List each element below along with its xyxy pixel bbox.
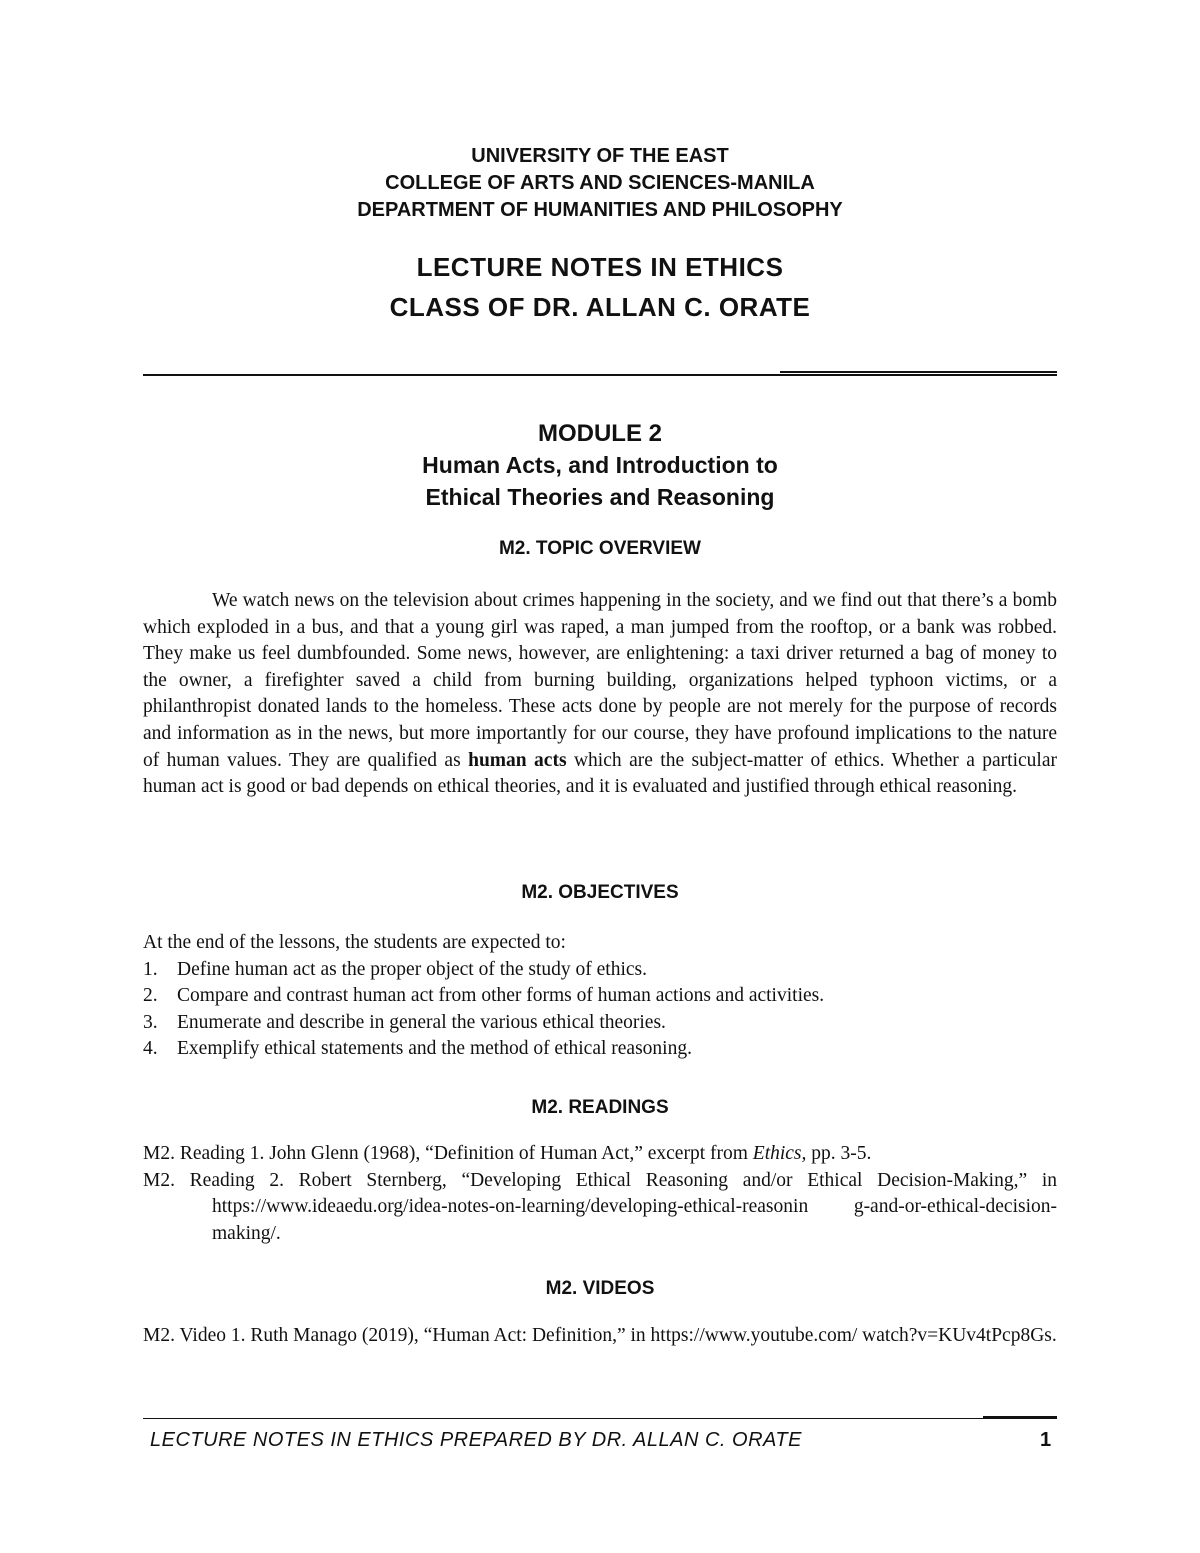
video-1: M2. Video 1. Ruth Manago (2019), “Human Act: Definition,” in https://www.youtube.com/ watch?v=KUv4tPcp8Gs. — [143, 1325, 1057, 1346]
objectives-list — [143, 957, 1057, 1063]
overview-heading: M2. TOPIC OVERVIEW — [498, 538, 701, 559]
objective-number: 1. — [143, 958, 158, 980]
reading-1-book-title: Ethics, — [752, 1143, 807, 1164]
module-title-line2: Ethical Theories and Reasoning — [425, 484, 775, 510]
footer-rule — [143, 1418, 1057, 1419]
header-university: UNIVERSITY OF THE EAST — [471, 145, 729, 167]
objective-item — [143, 983, 1057, 1010]
human-acts-term: human acts — [468, 749, 567, 771]
readings-section — [143, 1141, 1057, 1247]
reading-1-text: M2. Reading 1. John Glenn (1968), “Definition of Human Act,” excerpt from — [143, 1143, 753, 1164]
objective-number: 2. — [143, 985, 158, 1007]
objective-text: Compare and contrast human act from other forms of human actions and activities. — [177, 985, 825, 1007]
overview-text-start: We watch news on the television about crimes happening in the society, and we find out that there’s a bomb which exploded in a bus, and that a young girl was raped, a man jumped from the rooftop, or a bank was robbed. They make us feel dumbfounded. Some news, however, are enlightening: a taxi driver returned a bag of money to the owner, a firefighter saved a child from burning building, organizations helped typhoon victims, or a philanthropist donated lands to the homeless. These acts done by people are not merely for the purpose of records and information as in the news, but more importantly for our course, they have profound implications to the nature of human values. They are qualified as — [143, 590, 1057, 771]
objective-text: Define human act as the proper object of the study of ethics. — [177, 958, 648, 980]
objectives-intro: At the end of the lessons, the students are expected to: — [143, 932, 566, 953]
objective-number: 4. — [143, 1038, 158, 1060]
videos-section — [143, 1323, 1057, 1350]
lecture-title: LECTURE NOTES IN ETHICS — [416, 252, 784, 282]
page-number: 1 — [1040, 1429, 1052, 1451]
reading-1 — [143, 1141, 1057, 1168]
overview-section — [143, 588, 1057, 801]
objectives-heading: M2. OBJECTIVES — [521, 882, 679, 903]
objective-text: Exemplify ethical statements and the method of ethical reasoning. — [177, 1038, 692, 1060]
readings-heading: M2. READINGS — [531, 1097, 669, 1118]
overview-paragraph — [143, 588, 1057, 801]
reading-2: M2. Reading 2. Robert Sternberg, “Developing Ethical Reasoning and/or Ethical Decision-Making,” in https://www.ideaedu.org/idea-notes-on-learning/developing-ethical-reasonin g-and-or-ethical-decision-making/. — [143, 1169, 1057, 1244]
module-title-line1: Human Acts, and Introduction to — [422, 452, 778, 478]
objective-text: Enumerate and describe in general the various ethical theories. — [177, 1011, 666, 1033]
objective-number: 3. — [143, 1011, 158, 1033]
objective-item — [143, 1010, 1057, 1037]
footer-rule-accent — [983, 1416, 1057, 1418]
objective-item — [143, 957, 1057, 984]
footer-text: LECTURE NOTES IN ETHICS PREPARED BY DR. ALLAN C. ORATE — [150, 1429, 802, 1451]
lecture-class: CLASS OF DR. ALLAN C. ORATE — [389, 292, 811, 322]
reading-1-pages: pp. 3-5. — [806, 1143, 872, 1164]
videos-heading: M2. VIDEOS — [545, 1278, 655, 1299]
header-department: DEPARTMENT OF HUMANITIES AND PHILOSOPHY — [357, 199, 843, 221]
objective-item — [143, 1036, 1057, 1063]
overview-text-end: which are the subject-matter of ethics. Whether a particular human act is good or bad depends on ethical theories, and it is evaluated and justified through ethical reasoning. — [143, 749, 1057, 798]
header-rule — [143, 374, 1057, 376]
objectives-section — [143, 930, 1057, 1063]
header-college: COLLEGE OF ARTS AND SCIENCES-MANILA — [385, 172, 815, 194]
header-rule-accent — [780, 371, 1057, 373]
module-number: MODULE 2 — [537, 420, 662, 447]
